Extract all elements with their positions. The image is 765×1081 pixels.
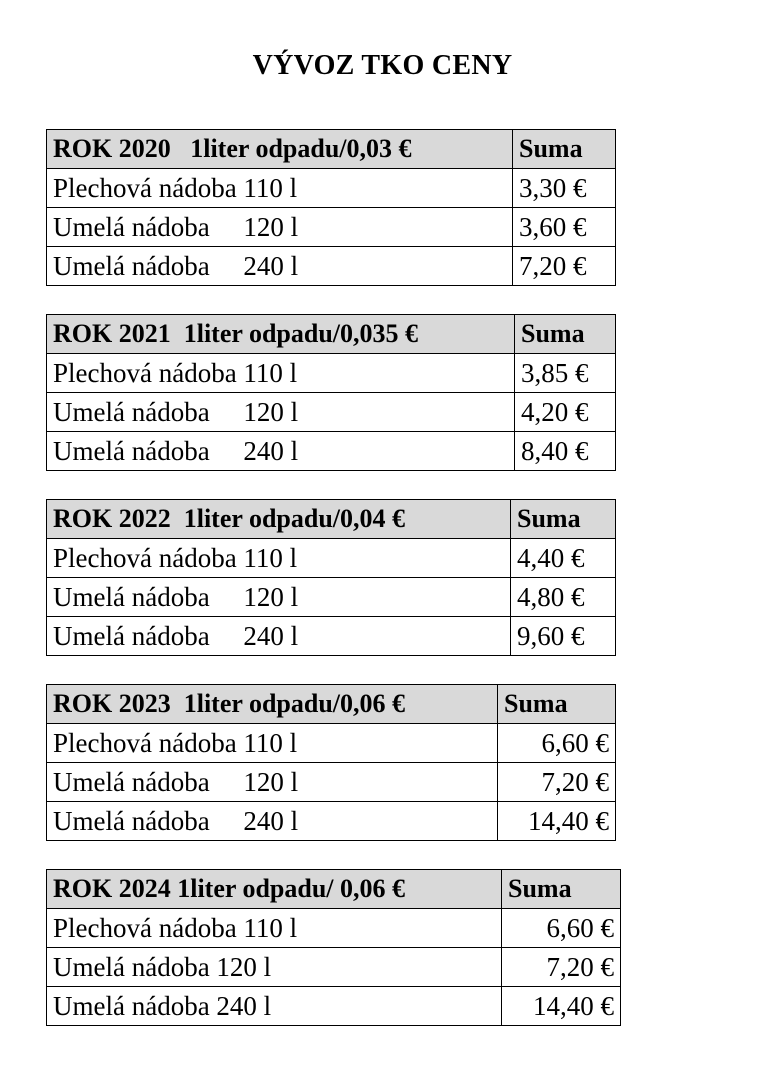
price-amount: 4,80 € [511, 578, 616, 617]
container-type: Umelá nádoba 240 l [47, 617, 511, 656]
price-table-2024 [46, 869, 621, 1026]
sum-header: Suma [511, 500, 616, 539]
price-amount: 7,20 € [498, 763, 616, 802]
container-type: Plechová nádoba 110 l [47, 539, 511, 578]
table-row [47, 393, 616, 432]
year-rate-header: ROK 2021 1liter odpadu/0,035 € [47, 315, 515, 354]
table-row [47, 432, 616, 471]
table-row [47, 948, 621, 987]
container-type: Plechová nádoba 110 l [47, 909, 502, 948]
container-type: Umelá nádoba 240 l [47, 987, 502, 1026]
table-header-row [47, 685, 616, 724]
price-amount: 6,60 € [498, 724, 616, 763]
year-rate-header: ROK 2020 1liter odpadu/0,03 € [47, 130, 513, 169]
price-amount: 7,20 € [513, 247, 616, 286]
price-table-2021 [46, 314, 616, 471]
table-row [47, 909, 621, 948]
price-amount: 3,85 € [515, 354, 616, 393]
table-header-row [47, 870, 621, 909]
container-type: Umelá nádoba 120 l [47, 948, 502, 987]
container-type: Umelá nádoba 120 l [47, 578, 511, 617]
price-amount: 3,30 € [513, 169, 616, 208]
price-amount: 7,20 € [502, 948, 621, 987]
table-row [47, 987, 621, 1026]
table-header-row [47, 315, 616, 354]
container-type: Umelá nádoba 240 l [47, 247, 513, 286]
price-amount: 6,60 € [502, 909, 621, 948]
price-amount: 4,20 € [515, 393, 616, 432]
container-type: Plechová nádoba 110 l [47, 169, 513, 208]
year-rate-header: ROK 2022 1liter odpadu/0,04 € [47, 500, 511, 539]
container-type: Umelá nádoba 120 l [47, 393, 515, 432]
sum-header: Suma [498, 685, 616, 724]
year-rate-header: ROK 2024 1liter odpadu/ 0,06 € [47, 870, 502, 909]
container-type: Plechová nádoba 110 l [47, 354, 515, 393]
container-type: Umelá nádoba 240 l [47, 432, 515, 471]
container-type: Umelá nádoba 240 l [47, 802, 498, 841]
container-type: Umelá nádoba 120 l [47, 208, 513, 247]
price-amount: 14,40 € [502, 987, 621, 1026]
price-amount: 14,40 € [498, 802, 616, 841]
table-header-row [47, 130, 616, 169]
year-rate-header: ROK 2023 1liter odpadu/0,06 € [47, 685, 498, 724]
table-header-row [47, 500, 616, 539]
price-table-2022 [46, 499, 616, 656]
table-row [47, 578, 616, 617]
table-row [47, 617, 616, 656]
table-row [47, 539, 616, 578]
table-row [47, 724, 616, 763]
price-table-2023 [46, 684, 616, 841]
container-type: Umelá nádoba 120 l [47, 763, 498, 802]
price-amount: 4,40 € [511, 539, 616, 578]
price-amount: 8,40 € [515, 432, 616, 471]
container-type: Plechová nádoba 110 l [47, 724, 498, 763]
page-title: VÝVOZ TKO CENY [252, 50, 513, 81]
price-amount: 9,60 € [511, 617, 616, 656]
table-row [47, 169, 616, 208]
sum-header: Suma [515, 315, 616, 354]
sum-header: Suma [513, 130, 616, 169]
table-row [47, 247, 616, 286]
table-row [47, 354, 616, 393]
price-table-2020 [46, 129, 616, 286]
price-amount: 3,60 € [513, 208, 616, 247]
table-row [47, 802, 616, 841]
table-row [47, 208, 616, 247]
table-row [47, 763, 616, 802]
sum-header: Suma [502, 870, 621, 909]
